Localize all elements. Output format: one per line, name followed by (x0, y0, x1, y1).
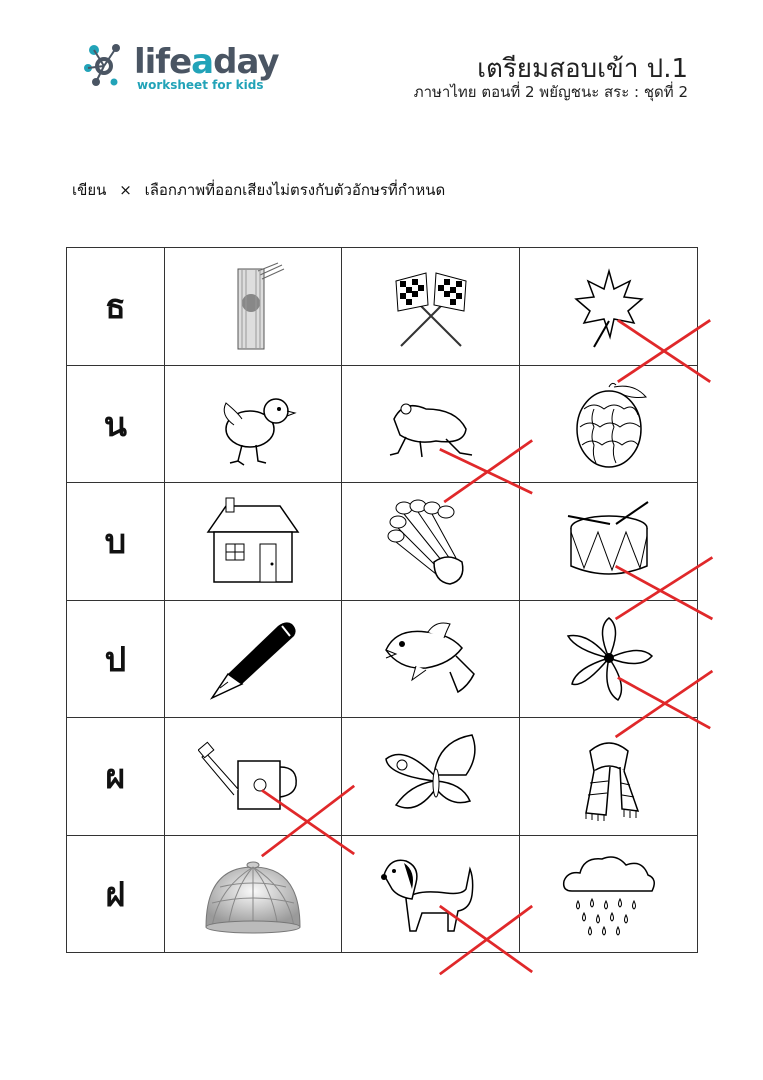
logo-tagline: worksheet for kids (137, 78, 264, 92)
grid-row (67, 248, 698, 366)
letter-cell: ผ (67, 718, 165, 836)
picture-cell[interactable] (520, 835, 698, 953)
scarf-icon (554, 731, 664, 821)
picture-cell[interactable] (520, 718, 698, 836)
watering-can-icon (198, 731, 308, 821)
picture-cell[interactable] (164, 483, 342, 601)
picture-cell[interactable] (520, 483, 698, 601)
picture-cell[interactable] (164, 365, 342, 483)
picture-cell[interactable] (520, 600, 698, 718)
letter-cell: ธ (67, 248, 165, 366)
food-cover-icon (198, 849, 308, 939)
picture-cell[interactable] (342, 365, 520, 483)
rain-cloud-icon (554, 849, 664, 939)
bird-icon (198, 379, 308, 469)
custard-apple-icon (554, 379, 664, 469)
letter-cell: บ (67, 483, 165, 601)
picture-cell[interactable] (342, 718, 520, 836)
page-subtitle: ภาษาไทย ตอนที่ 2 พยัญชนะ สระ : ชุดที่ 2 (413, 83, 688, 101)
picture-cell[interactable] (342, 600, 520, 718)
grid-row (67, 600, 698, 718)
fountain-pen-icon (198, 614, 308, 704)
drum-icon (554, 496, 664, 586)
picture-cell[interactable] (520, 365, 698, 483)
dog-icon (376, 849, 486, 939)
cross-mark: × (119, 181, 132, 199)
letter-cell: ฝ (67, 835, 165, 953)
fish-icon (376, 614, 486, 704)
picture-cell[interactable] (342, 248, 520, 366)
instruction-text: เลือกภาพที่ออกเสียงไม่ตรงกับตัวอักษรที่กำหนด (144, 181, 446, 199)
grid-row (67, 718, 698, 836)
logo (80, 38, 280, 98)
picture-cell[interactable] (342, 835, 520, 953)
incense-sticks-icon (198, 261, 308, 351)
letter-cell: ป (67, 600, 165, 718)
butterfly-icon (376, 731, 486, 821)
logo-word: lifeaday (134, 42, 279, 82)
worksheet-grid (66, 247, 698, 953)
checkered-flags-icon (376, 261, 486, 351)
picture-cell[interactable] (164, 600, 342, 718)
picture-cell[interactable] (164, 835, 342, 953)
instruction-verb: เขียน (72, 181, 107, 199)
house-icon (198, 496, 308, 586)
grid-row (67, 365, 698, 483)
flower-icon (554, 614, 664, 704)
picture-cell[interactable] (342, 483, 520, 601)
logo-mark-icon (80, 38, 134, 92)
picture-cell[interactable] (164, 718, 342, 836)
grid-row (67, 483, 698, 601)
maple-leaf-icon (554, 261, 664, 351)
page-title: เตรียมสอบเข้า ป.1 (477, 54, 688, 84)
logo-accent-letter: a (191, 42, 214, 82)
picture-cell[interactable] (164, 248, 342, 366)
letter-cell: น (67, 365, 165, 483)
picture-cell[interactable] (520, 248, 698, 366)
instruction (72, 178, 445, 202)
shuttlecock-icon (376, 496, 486, 586)
grid-row (67, 835, 698, 953)
frog-icon (376, 379, 486, 469)
